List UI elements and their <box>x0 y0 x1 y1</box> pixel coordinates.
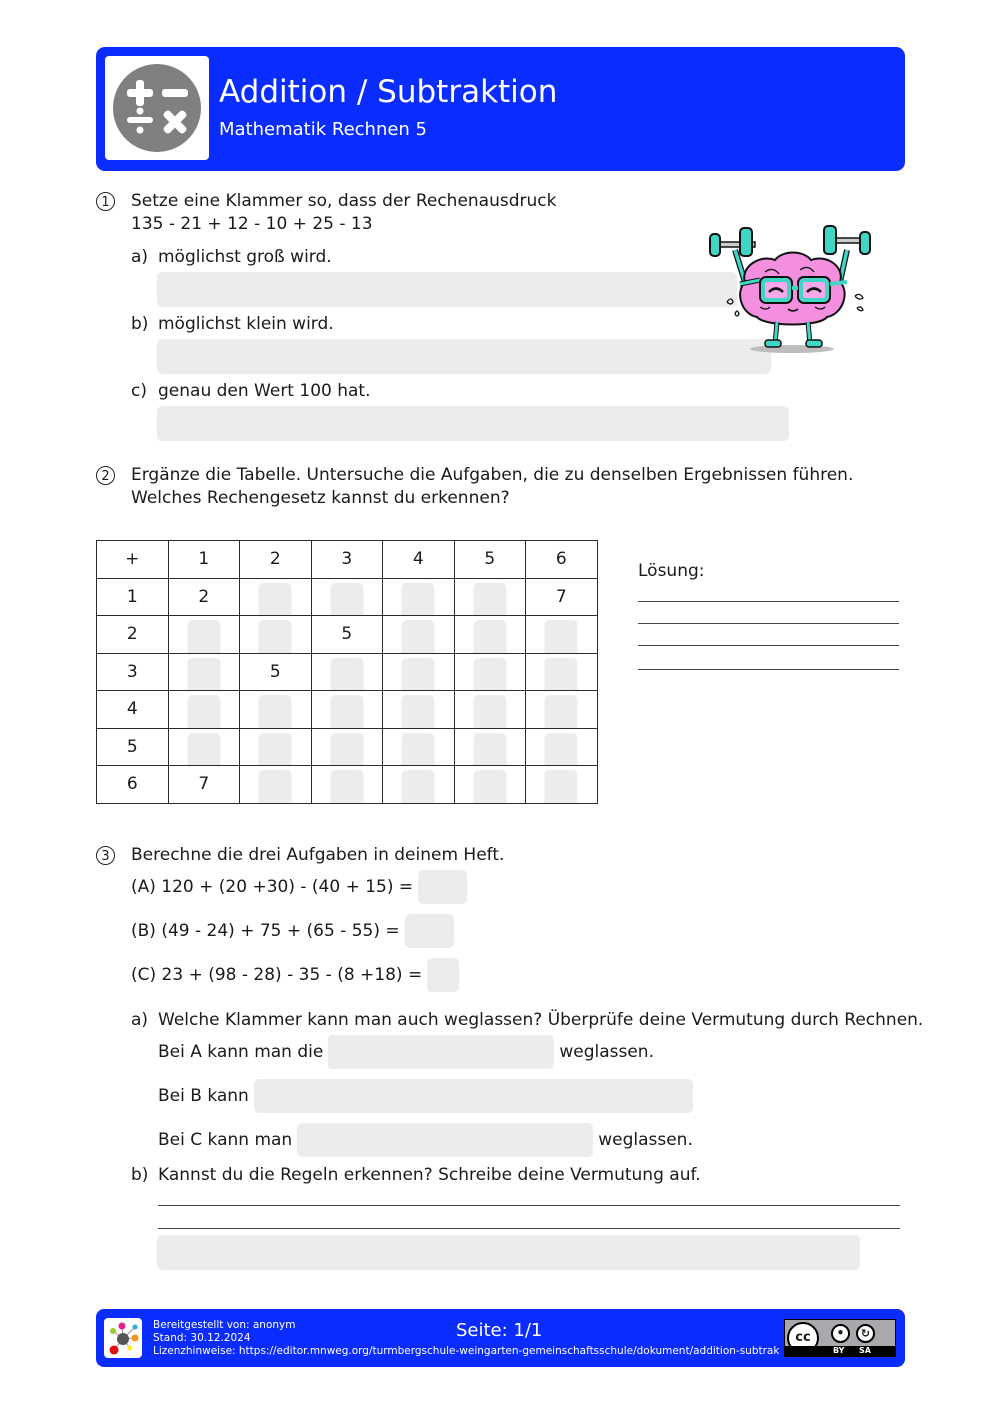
answer-cell[interactable] <box>526 653 598 691</box>
given-value-cell: 7 <box>168 766 240 804</box>
answer-cell[interactable] <box>240 691 312 729</box>
solution-line[interactable] <box>638 669 899 670</box>
answer-cell[interactable] <box>383 578 455 616</box>
answer-cell[interactable] <box>454 728 526 766</box>
answer-cell-field[interactable] <box>402 583 435 616</box>
answer-cell[interactable] <box>383 766 455 804</box>
answer-field-rule[interactable] <box>157 1235 860 1270</box>
sa-icon: ↻ <box>856 1324 875 1343</box>
footer-logo <box>104 1318 142 1358</box>
table-header-cell: 5 <box>454 541 526 579</box>
page-title: Addition / Subtraktion <box>219 74 558 110</box>
answer-cell-field[interactable] <box>545 770 578 803</box>
answer-cell[interactable] <box>240 766 312 804</box>
answer-cell[interactable] <box>311 728 383 766</box>
answer-cell[interactable] <box>454 616 526 654</box>
brain-lifting-weights-icon <box>705 222 880 357</box>
row-header-cell: 1 <box>97 578 169 616</box>
answer-cell-field[interactable] <box>330 658 363 691</box>
answer-cell[interactable] <box>454 578 526 616</box>
answer-field-b[interactable] <box>157 339 771 374</box>
solution-label: Lösung: <box>638 561 705 581</box>
table-header-cell: 2 <box>240 541 312 579</box>
answer-cell[interactable] <box>526 616 598 654</box>
equation-a: (A) 120 + (20 +30) - (40 + 15) = <box>131 877 414 897</box>
item-label: a) <box>131 1010 149 1030</box>
answer-cell-field[interactable] <box>330 583 363 616</box>
page-subtitle: Mathematik Rechnen 5 <box>219 119 428 140</box>
equation-row <box>131 914 454 948</box>
answer-cell-field[interactable] <box>402 733 435 766</box>
row-header-cell: 2 <box>97 616 169 654</box>
item-text: möglichst klein wird. <box>158 314 334 334</box>
fill-row-b <box>158 1079 693 1113</box>
answer-cell-field[interactable] <box>473 583 506 616</box>
item-text: möglichst groß wird. <box>158 247 332 267</box>
answer-cell[interactable] <box>311 766 383 804</box>
answer-cell-field[interactable] <box>473 695 506 728</box>
table-row <box>97 766 598 804</box>
provided-by: Bereitgestellt von: anonym <box>153 1319 296 1331</box>
answer-cell[interactable] <box>168 616 240 654</box>
part-a-question: Welche Klammer kann man auch weglassen? Überprüfe deine Vermutung durch Rechnen. <box>158 1010 924 1030</box>
answer-field-bracket-c[interactable] <box>297 1123 593 1157</box>
answer-cell-field[interactable] <box>187 620 220 653</box>
math-operators-icon <box>105 56 209 160</box>
answer-cell[interactable] <box>240 616 312 654</box>
answer-cell-field[interactable] <box>473 658 506 691</box>
table-row <box>97 653 598 691</box>
answer-cell-field[interactable] <box>330 770 363 803</box>
fill-row-c <box>158 1123 693 1157</box>
answer-field-a[interactable] <box>157 272 737 307</box>
answer-cell-field[interactable] <box>473 620 506 653</box>
given-value-cell: 5 <box>311 616 383 654</box>
solution-line[interactable] <box>638 645 899 646</box>
answer-cell[interactable] <box>240 728 312 766</box>
row-header-cell: 5 <box>97 728 169 766</box>
row-header-cell: 4 <box>97 691 169 729</box>
answer-cell[interactable] <box>168 728 240 766</box>
answer-cell-field[interactable] <box>545 658 578 691</box>
writing-line[interactable] <box>158 1205 900 1206</box>
answer-cell-field[interactable] <box>402 695 435 728</box>
answer-cell-field[interactable] <box>545 620 578 653</box>
equation-c: (C) 23 + (98 - 28) - 35 - (8 +18) = <box>131 965 423 985</box>
equation-b: (B) (49 - 24) + 75 + (65 - 55) = <box>131 921 400 941</box>
answer-cell-field[interactable] <box>545 695 578 728</box>
item-label: b) <box>131 1165 149 1185</box>
answer-cell[interactable] <box>526 728 598 766</box>
answer-cell-field[interactable] <box>259 733 292 766</box>
answer-cell-field[interactable] <box>259 620 292 653</box>
table-header-cell: 6 <box>526 541 598 579</box>
sa-label: SA <box>859 1346 871 1355</box>
task1-expression: 135 - 21 + 12 - 10 + 25 - 13 <box>131 214 373 234</box>
row-header-cell: 3 <box>97 653 169 691</box>
given-value-cell: 7 <box>526 578 598 616</box>
answer-field-bracket-b[interactable] <box>254 1079 693 1113</box>
answer-cell-field[interactable] <box>402 620 435 653</box>
answer-cell-field[interactable] <box>187 658 220 691</box>
license-link[interactable]: Lizenzhinweise: https://editor.mnweg.org/turmbergschule-weingarten-gemeinschaftsschule/dokument/addition-subtrak <box>153 1345 780 1357</box>
answer-cell[interactable] <box>454 653 526 691</box>
equation-row <box>131 870 467 904</box>
equation-row <box>131 958 459 992</box>
answer-cell[interactable] <box>526 691 598 729</box>
task-number: 1 <box>96 192 115 211</box>
equation-c-answer[interactable] <box>427 958 459 992</box>
equation-b-answer[interactable] <box>405 914 454 948</box>
answer-cell[interactable] <box>383 616 455 654</box>
item-label: b) <box>131 314 149 334</box>
answer-cell[interactable] <box>311 691 383 729</box>
answer-cell[interactable] <box>454 766 526 804</box>
line-b-prefix: Bei B kann <box>158 1086 249 1106</box>
answer-cell-field[interactable] <box>187 733 220 766</box>
date-stamp: Stand: 30.12.2024 <box>153 1332 251 1344</box>
page-footer <box>96 1309 905 1367</box>
given-value-cell: 2 <box>168 578 240 616</box>
writing-line[interactable] <box>158 1228 900 1229</box>
task2-prompt: Ergänze die Tabelle. Untersuche die Aufgaben, die zu denselben Ergebnissen führen. <box>131 465 854 485</box>
answer-cell[interactable] <box>383 691 455 729</box>
fill-row-a <box>158 1035 654 1069</box>
cc-icon: cc <box>787 1322 819 1354</box>
answer-cell-field[interactable] <box>259 583 292 616</box>
solution-line[interactable] <box>638 601 899 602</box>
table-row <box>97 578 598 616</box>
part-b-question: Kannst du die Regeln erkennen? Schreibe deine Vermutung auf. <box>158 1165 701 1185</box>
answer-cell-field[interactable] <box>545 733 578 766</box>
line-c-suffix: weglassen. <box>598 1130 693 1150</box>
answer-cell[interactable] <box>240 578 312 616</box>
by-label: BY <box>833 1346 845 1355</box>
task3-prompt: Berechne die drei Aufgaben in deinem Heft. <box>131 845 505 865</box>
cc-license-badge <box>784 1319 896 1357</box>
task1-prompt: Setze eine Klammer so, dass der Rechenausdruck <box>131 191 557 211</box>
answer-cell[interactable] <box>311 578 383 616</box>
table-row <box>97 728 598 766</box>
header-logo <box>105 56 209 160</box>
answer-cell-field[interactable] <box>402 770 435 803</box>
answer-cell[interactable] <box>311 653 383 691</box>
equation-a-answer[interactable] <box>418 870 467 904</box>
answer-field-bracket-a[interactable] <box>328 1035 554 1069</box>
answer-cell[interactable] <box>383 653 455 691</box>
table-header-cell: 3 <box>311 541 383 579</box>
addition-table <box>96 540 598 804</box>
answer-field-c[interactable] <box>157 406 789 441</box>
table-header-cell: 4 <box>383 541 455 579</box>
line-c-prefix: Bei C kann man <box>158 1130 293 1150</box>
solution-line[interactable] <box>638 623 899 624</box>
answer-cell[interactable] <box>168 653 240 691</box>
answer-cell-field[interactable] <box>330 695 363 728</box>
answer-cell-field[interactable] <box>330 733 363 766</box>
page-number: Seite: 1/1 <box>456 1320 543 1341</box>
given-value-cell: 5 <box>240 653 312 691</box>
table-header-row <box>97 541 598 579</box>
answer-cell[interactable] <box>454 691 526 729</box>
by-icon: • <box>831 1324 850 1343</box>
line-a-prefix: Bei A kann man die <box>158 1042 324 1062</box>
answer-cell-field[interactable] <box>402 658 435 691</box>
table-row <box>97 691 598 729</box>
item-text: genau den Wert 100 hat. <box>158 381 371 401</box>
answer-cell[interactable] <box>526 766 598 804</box>
network-logo-icon <box>104 1318 142 1358</box>
row-header-cell: 6 <box>97 766 169 804</box>
answer-cell-field[interactable] <box>187 695 220 728</box>
item-label: a) <box>131 247 149 267</box>
answer-cell-field[interactable] <box>259 695 292 728</box>
answer-cell-field[interactable] <box>259 770 292 803</box>
table-header-cell: 1 <box>168 541 240 579</box>
worksheet-header <box>96 47 905 171</box>
line-a-suffix: weglassen. <box>559 1042 654 1062</box>
table-row <box>97 616 598 654</box>
answer-cell-field[interactable] <box>473 770 506 803</box>
task2-question: Welches Rechengesetz kannst du erkennen? <box>131 488 510 508</box>
task-number: 2 <box>96 466 115 485</box>
answer-cell-field[interactable] <box>473 733 506 766</box>
answer-cell[interactable] <box>383 728 455 766</box>
item-label: c) <box>131 381 147 401</box>
task-number: 3 <box>96 846 115 865</box>
table-header-cell: + <box>97 541 169 579</box>
answer-cell[interactable] <box>168 691 240 729</box>
